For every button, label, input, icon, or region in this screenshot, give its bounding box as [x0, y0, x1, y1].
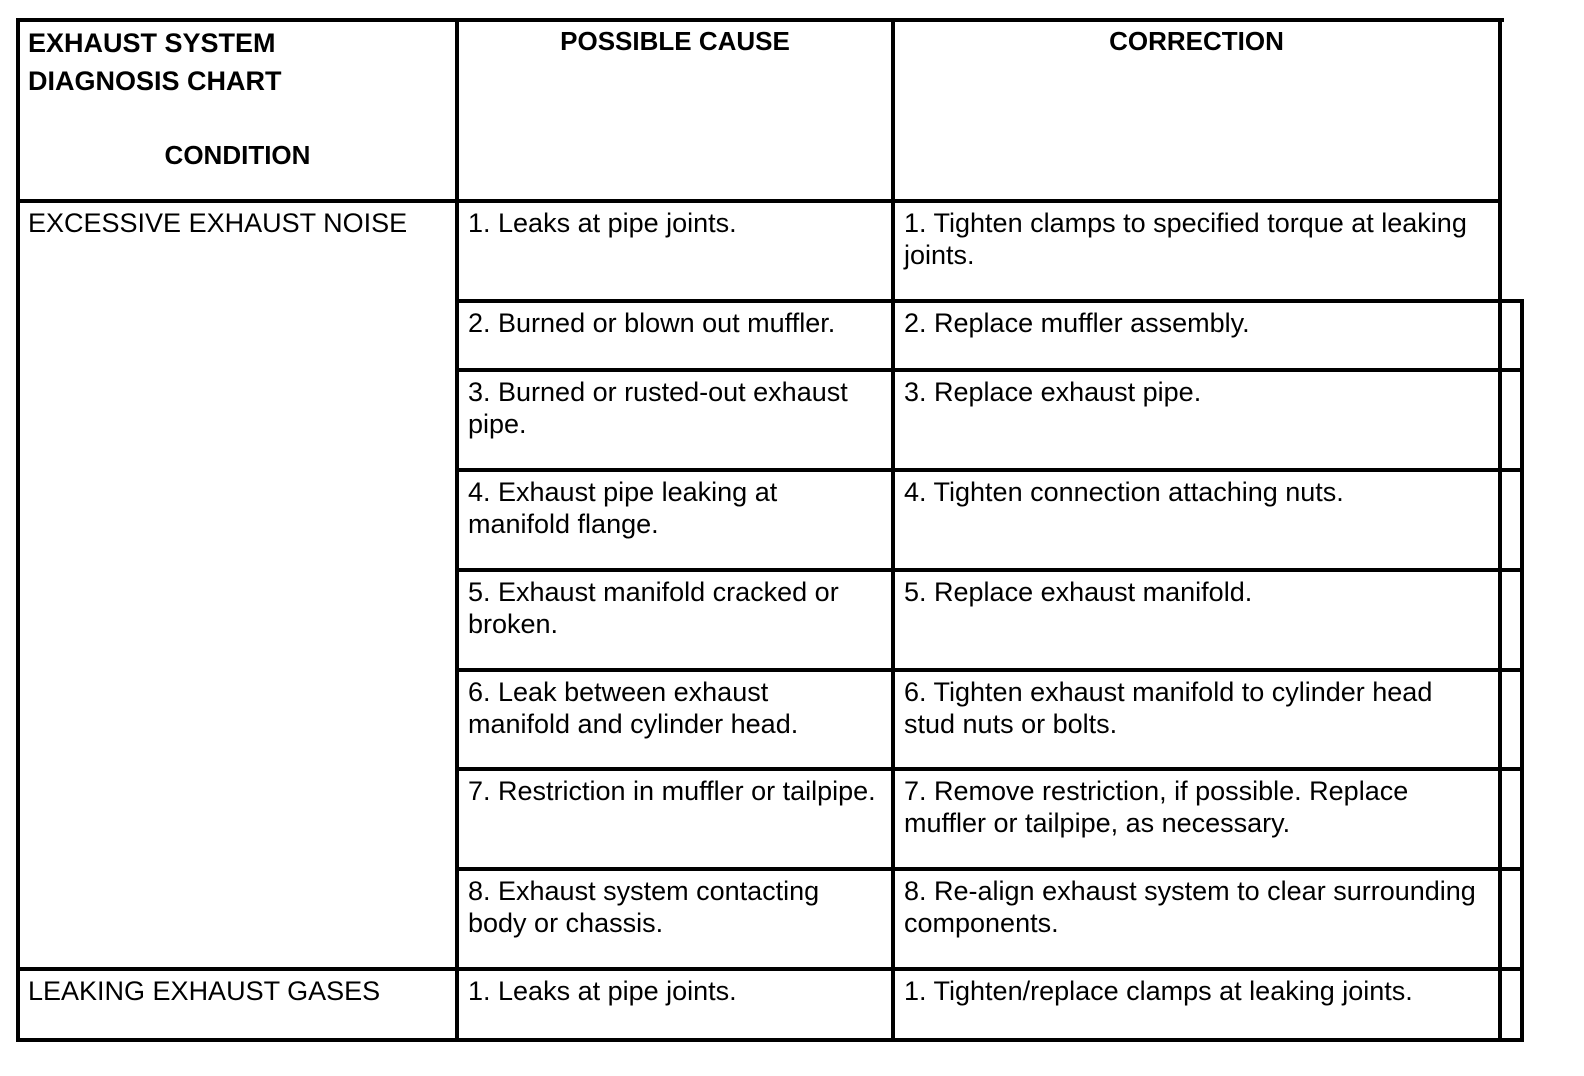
- correction-cell: 7. Remove restriction, if possible. Replace muffler or tailpipe, as necessary.: [904, 776, 1409, 838]
- divider-cause-correction: [891, 18, 895, 1042]
- row-sep: [455, 299, 1524, 303]
- row-sep: [455, 368, 1524, 372]
- border-right-upper: [1498, 18, 1502, 302]
- row-sep: [455, 767, 1524, 771]
- section-sep: [16, 967, 1524, 971]
- correction-cell: 1. Tighten clamps to specified torque at leaking joints.: [904, 208, 1467, 270]
- cause-cell: 1. Leaks at pipe joints.: [468, 208, 737, 238]
- cause-cell: 5. Exhaust manifold cracked or broken.: [468, 577, 839, 639]
- row-sep: [455, 568, 1524, 572]
- condition-header: CONDITION: [164, 140, 311, 170]
- cause-cell: 4. Exhaust pipe leaking at manifold flange.: [468, 477, 778, 539]
- correction-cell: 4. Tighten connection attaching nuts.: [904, 477, 1344, 507]
- cause-cell: 8. Exhaust system contacting body or chassis.: [468, 876, 820, 938]
- border-bottom: [16, 1038, 1524, 1042]
- cause-cell: 1. Leaks at pipe joints.: [468, 976, 737, 1006]
- row-sep: [455, 867, 1524, 871]
- correction-header: CORRECTION: [1109, 26, 1284, 56]
- divider-condition-cause: [455, 18, 459, 1042]
- chart-title-line2: DIAGNOSIS CHART: [28, 66, 282, 96]
- chart-title-line1: EXHAUST SYSTEM: [28, 28, 276, 58]
- correction-cell: 3. Replace exhaust pipe.: [904, 377, 1202, 407]
- correction-cell: 8. Re-align exhaust system to clear surrounding components.: [904, 876, 1476, 938]
- cause-cell: 7. Restriction in muffler or tailpipe.: [468, 776, 876, 806]
- row-sep: [455, 468, 1524, 472]
- header-divider: [16, 199, 1502, 203]
- possible-cause-header: POSSIBLE CAUSE: [560, 26, 790, 56]
- cause-cell: 3. Burned or rusted-out exhaust pipe.: [468, 377, 848, 439]
- correction-cell: 5. Replace exhaust manifold.: [904, 577, 1253, 607]
- row-sep: [455, 668, 1524, 672]
- cause-cell: 6. Leak between exhaust manifold and cylinder head.: [468, 677, 799, 739]
- correction-cell: 6. Tighten exhaust manifold to cylinder head stud nuts or bolts.: [904, 677, 1433, 739]
- border-left: [16, 18, 20, 1042]
- condition-cell: EXCESSIVE EXHAUST NOISE: [28, 208, 408, 238]
- cause-cell: 2. Burned or blown out muffler.: [468, 308, 836, 338]
- condition-cell: LEAKING EXHAUST GASES: [28, 976, 381, 1006]
- correction-cell: 1. Tighten/replace clamps at leaking joints.: [904, 976, 1413, 1006]
- correction-cell: 2. Replace muffler assembly.: [904, 308, 1250, 338]
- border-top: [16, 18, 1504, 22]
